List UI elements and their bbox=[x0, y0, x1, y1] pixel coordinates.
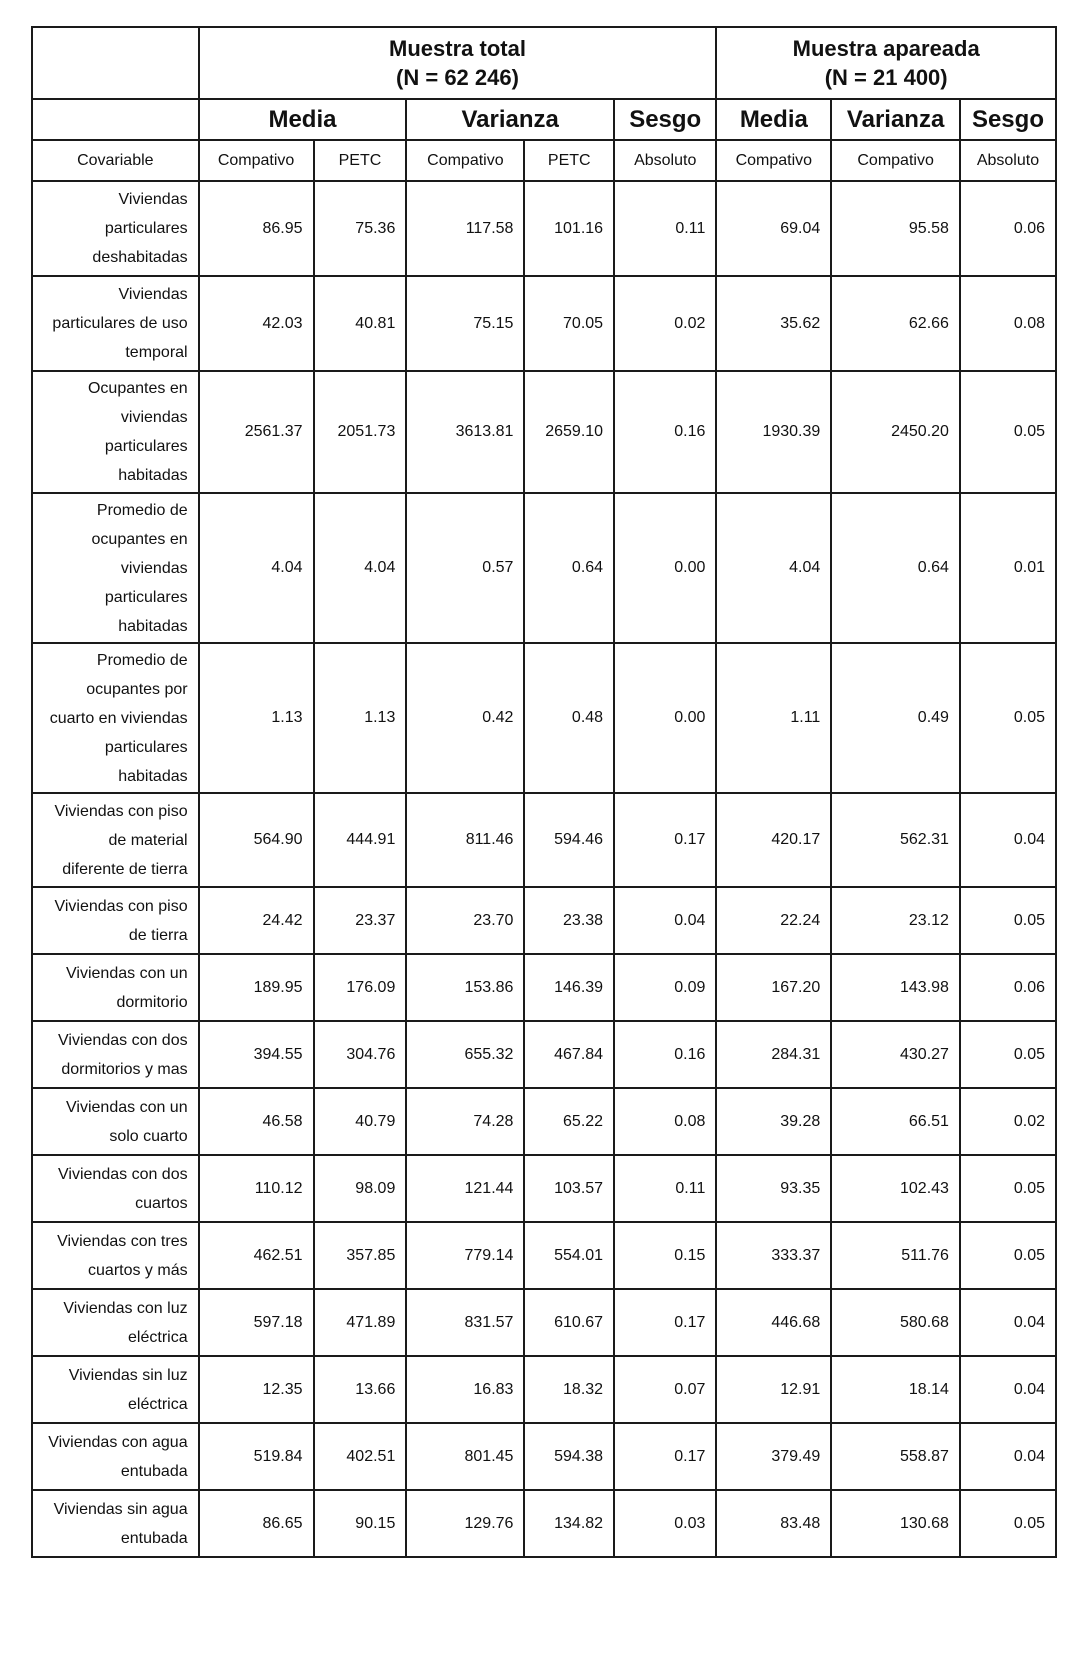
value-cell: 0.17 bbox=[614, 1423, 716, 1490]
value-cell: 0.48 bbox=[524, 643, 614, 793]
covariate-label: Viviendas con un dormitorio bbox=[32, 954, 199, 1021]
value-cell: 0.04 bbox=[614, 887, 716, 954]
value-cell: 12.35 bbox=[199, 1356, 314, 1423]
value-cell: 0.03 bbox=[614, 1490, 716, 1557]
covariate-label: Promedio de ocupantes por cuarto en viviendas particulares habitadas bbox=[32, 643, 199, 793]
covariate-label: Ocupantes en viviendas particulares habitadas bbox=[32, 371, 199, 493]
value-cell: 0.42 bbox=[406, 643, 524, 793]
value-cell: 0.05 bbox=[960, 643, 1056, 793]
value-cell: 129.76 bbox=[406, 1490, 524, 1557]
value-cell: 0.49 bbox=[831, 643, 960, 793]
table-row bbox=[32, 793, 1056, 887]
covariate-label: Viviendas con un solo cuarto bbox=[32, 1088, 199, 1155]
table-row bbox=[32, 954, 1056, 1021]
value-cell: 0.05 bbox=[960, 1155, 1056, 1222]
value-cell: 98.09 bbox=[314, 1155, 407, 1222]
value-cell: 554.01 bbox=[524, 1222, 614, 1289]
value-cell: 0.07 bbox=[614, 1356, 716, 1423]
value-cell: 62.66 bbox=[831, 276, 960, 371]
value-cell: 0.08 bbox=[614, 1088, 716, 1155]
value-cell: 2450.20 bbox=[831, 371, 960, 493]
covariate-label: Viviendas con piso de tierra bbox=[32, 887, 199, 954]
value-cell: 23.12 bbox=[831, 887, 960, 954]
value-cell: 0.64 bbox=[524, 493, 614, 643]
value-cell: 23.38 bbox=[524, 887, 614, 954]
value-cell: 23.70 bbox=[406, 887, 524, 954]
value-cell: 420.17 bbox=[716, 793, 831, 887]
value-cell: 3613.81 bbox=[406, 371, 524, 493]
value-cell: 13.66 bbox=[314, 1356, 407, 1423]
value-cell: 1.13 bbox=[199, 643, 314, 793]
value-cell: 0.04 bbox=[960, 1356, 1056, 1423]
table-row bbox=[32, 1155, 1056, 1222]
value-cell: 304.76 bbox=[314, 1021, 407, 1088]
value-cell: 0.04 bbox=[960, 1289, 1056, 1356]
total-sample-title: Muestra total bbox=[389, 36, 526, 61]
covariate-label: Viviendas con tres cuartos y más bbox=[32, 1222, 199, 1289]
value-cell: 580.68 bbox=[831, 1289, 960, 1356]
value-cell: 146.39 bbox=[524, 954, 614, 1021]
value-cell: 2659.10 bbox=[524, 371, 614, 493]
table-row bbox=[32, 1423, 1056, 1490]
varianza-header: Varianza bbox=[406, 99, 614, 140]
covariate-label: Viviendas particulares deshabitadas bbox=[32, 181, 199, 276]
value-cell: 110.12 bbox=[199, 1155, 314, 1222]
value-cell: 0.15 bbox=[614, 1222, 716, 1289]
value-cell: 562.31 bbox=[831, 793, 960, 887]
value-cell: 167.20 bbox=[716, 954, 831, 1021]
value-cell: 594.46 bbox=[524, 793, 614, 887]
value-cell: 444.91 bbox=[314, 793, 407, 887]
value-cell: 95.58 bbox=[831, 181, 960, 276]
table-row bbox=[32, 1088, 1056, 1155]
value-cell: 462.51 bbox=[199, 1222, 314, 1289]
value-cell: 1.13 bbox=[314, 643, 407, 793]
covariate-label: Viviendas sin luz eléctrica bbox=[32, 1356, 199, 1423]
covariate-label: Viviendas con dos dormitorios y mas bbox=[32, 1021, 199, 1088]
value-cell: 66.51 bbox=[831, 1088, 960, 1155]
value-cell: 594.38 bbox=[524, 1423, 614, 1490]
empty-corner-cell bbox=[32, 27, 199, 99]
value-cell: 0.05 bbox=[960, 887, 1056, 954]
value-cell: 284.31 bbox=[716, 1021, 831, 1088]
value-cell: 69.04 bbox=[716, 181, 831, 276]
value-cell: 0.06 bbox=[960, 954, 1056, 1021]
table-row bbox=[32, 1289, 1056, 1356]
total-sample-n: (N = 62 246) bbox=[396, 65, 519, 90]
value-cell: 35.62 bbox=[716, 276, 831, 371]
value-cell: 610.67 bbox=[524, 1289, 614, 1356]
value-cell: 134.82 bbox=[524, 1490, 614, 1557]
value-cell: 0.05 bbox=[960, 1222, 1056, 1289]
value-cell: 2561.37 bbox=[199, 371, 314, 493]
table-row bbox=[32, 181, 1056, 276]
value-cell: 75.36 bbox=[314, 181, 407, 276]
value-cell: 0.04 bbox=[960, 1423, 1056, 1490]
covariate-label: Viviendas con agua entubada bbox=[32, 1423, 199, 1490]
value-cell: 153.86 bbox=[406, 954, 524, 1021]
covariate-label: Viviendas con piso de material diferente de tierra bbox=[32, 793, 199, 887]
value-cell: 0.05 bbox=[960, 1490, 1056, 1557]
value-cell: 379.49 bbox=[716, 1423, 831, 1490]
varianza-paired-header: Varianza bbox=[831, 99, 960, 140]
value-cell: 430.27 bbox=[831, 1021, 960, 1088]
table-row bbox=[32, 643, 1056, 793]
statistic-header-row bbox=[32, 99, 1056, 140]
value-cell: 333.37 bbox=[716, 1222, 831, 1289]
table-row bbox=[32, 1021, 1056, 1088]
value-cell: 0.00 bbox=[614, 643, 716, 793]
total-sample-header bbox=[199, 27, 717, 99]
value-cell: 74.28 bbox=[406, 1088, 524, 1155]
covariate-label: Viviendas con luz eléctrica bbox=[32, 1289, 199, 1356]
value-cell: 519.84 bbox=[199, 1423, 314, 1490]
table-row bbox=[32, 1490, 1056, 1557]
value-cell: 831.57 bbox=[406, 1289, 524, 1356]
covariate-label: Viviendas sin agua entubada bbox=[32, 1490, 199, 1557]
value-cell: 40.79 bbox=[314, 1088, 407, 1155]
value-cell: 0.64 bbox=[831, 493, 960, 643]
sesgo-paired-header: Sesgo bbox=[960, 99, 1056, 140]
col-header: Compativo bbox=[831, 140, 960, 181]
value-cell: 564.90 bbox=[199, 793, 314, 887]
value-cell: 0.01 bbox=[960, 493, 1056, 643]
value-cell: 811.46 bbox=[406, 793, 524, 887]
value-cell: 0.00 bbox=[614, 493, 716, 643]
value-cell: 18.32 bbox=[524, 1356, 614, 1423]
table-row bbox=[32, 1356, 1056, 1423]
value-cell: 655.32 bbox=[406, 1021, 524, 1088]
covariate-label: Viviendas particulares de uso temporal bbox=[32, 276, 199, 371]
col-header: Compativo bbox=[199, 140, 314, 181]
covariable-header: Covariable bbox=[32, 140, 199, 181]
value-cell: 75.15 bbox=[406, 276, 524, 371]
value-cell: 0.05 bbox=[960, 1021, 1056, 1088]
paired-sample-header bbox=[716, 27, 1056, 99]
covariate-label: Viviendas con dos cuartos bbox=[32, 1155, 199, 1222]
value-cell: 103.57 bbox=[524, 1155, 614, 1222]
value-cell: 0.11 bbox=[614, 181, 716, 276]
col-header: Compativo bbox=[716, 140, 831, 181]
value-cell: 46.58 bbox=[199, 1088, 314, 1155]
value-cell: 65.22 bbox=[524, 1088, 614, 1155]
column-header-row bbox=[32, 140, 1056, 181]
value-cell: 83.48 bbox=[716, 1490, 831, 1557]
value-cell: 0.08 bbox=[960, 276, 1056, 371]
value-cell: 93.35 bbox=[716, 1155, 831, 1222]
value-cell: 0.17 bbox=[614, 1289, 716, 1356]
value-cell: 22.24 bbox=[716, 887, 831, 954]
value-cell: 40.81 bbox=[314, 276, 407, 371]
value-cell: 0.11 bbox=[614, 1155, 716, 1222]
paired-sample-n: (N = 21 400) bbox=[824, 65, 948, 90]
value-cell: 0.57 bbox=[406, 493, 524, 643]
value-cell: 143.98 bbox=[831, 954, 960, 1021]
value-cell: 0.16 bbox=[614, 371, 716, 493]
value-cell: 90.15 bbox=[314, 1490, 407, 1557]
group-header-row bbox=[32, 27, 1056, 99]
value-cell: 597.18 bbox=[199, 1289, 314, 1356]
value-cell: 779.14 bbox=[406, 1222, 524, 1289]
value-cell: 0.16 bbox=[614, 1021, 716, 1088]
col-header: PETC bbox=[314, 140, 407, 181]
col-header: Absoluto bbox=[960, 140, 1056, 181]
value-cell: 189.95 bbox=[199, 954, 314, 1021]
value-cell: 42.03 bbox=[199, 276, 314, 371]
value-cell: 23.37 bbox=[314, 887, 407, 954]
value-cell: 0.05 bbox=[960, 371, 1056, 493]
value-cell: 101.16 bbox=[524, 181, 614, 276]
sesgo-header: Sesgo bbox=[614, 99, 716, 140]
value-cell: 39.28 bbox=[716, 1088, 831, 1155]
value-cell: 117.58 bbox=[406, 181, 524, 276]
value-cell: 511.76 bbox=[831, 1222, 960, 1289]
value-cell: 4.04 bbox=[199, 493, 314, 643]
value-cell: 86.65 bbox=[199, 1490, 314, 1557]
table-row bbox=[32, 276, 1056, 371]
value-cell: 0.02 bbox=[614, 276, 716, 371]
value-cell: 471.89 bbox=[314, 1289, 407, 1356]
value-cell: 0.17 bbox=[614, 793, 716, 887]
value-cell: 394.55 bbox=[199, 1021, 314, 1088]
value-cell: 4.04 bbox=[716, 493, 831, 643]
value-cell: 176.09 bbox=[314, 954, 407, 1021]
value-cell: 1930.39 bbox=[716, 371, 831, 493]
value-cell: 467.84 bbox=[524, 1021, 614, 1088]
col-header: PETC bbox=[524, 140, 614, 181]
media-header: Media bbox=[199, 99, 407, 140]
value-cell: 1.11 bbox=[716, 643, 831, 793]
table-row bbox=[32, 371, 1056, 493]
covariate-label: Promedio de ocupantes en viviendas particulares habitadas bbox=[32, 493, 199, 643]
value-cell: 16.83 bbox=[406, 1356, 524, 1423]
table-row bbox=[32, 1222, 1056, 1289]
value-cell: 801.45 bbox=[406, 1423, 524, 1490]
table-row bbox=[32, 493, 1056, 643]
paired-sample-title: Muestra apareada bbox=[792, 36, 980, 61]
value-cell: 12.91 bbox=[716, 1356, 831, 1423]
value-cell: 86.95 bbox=[199, 181, 314, 276]
value-cell: 357.85 bbox=[314, 1222, 407, 1289]
value-cell: 446.68 bbox=[716, 1289, 831, 1356]
covariate-balance-table bbox=[31, 26, 1057, 1558]
value-cell: 18.14 bbox=[831, 1356, 960, 1423]
media-paired-header: Media bbox=[716, 99, 831, 140]
value-cell: 121.44 bbox=[406, 1155, 524, 1222]
value-cell: 558.87 bbox=[831, 1423, 960, 1490]
value-cell: 0.09 bbox=[614, 954, 716, 1021]
value-cell: 2051.73 bbox=[314, 371, 407, 493]
value-cell: 102.43 bbox=[831, 1155, 960, 1222]
col-header: Compativo bbox=[406, 140, 524, 181]
value-cell: 0.06 bbox=[960, 181, 1056, 276]
value-cell: 24.42 bbox=[199, 887, 314, 954]
value-cell: 0.04 bbox=[960, 793, 1056, 887]
empty-stat-cell bbox=[32, 99, 199, 140]
value-cell: 4.04 bbox=[314, 493, 407, 643]
value-cell: 402.51 bbox=[314, 1423, 407, 1490]
value-cell: 130.68 bbox=[831, 1490, 960, 1557]
col-header: Absoluto bbox=[614, 140, 716, 181]
value-cell: 70.05 bbox=[524, 276, 614, 371]
value-cell: 0.02 bbox=[960, 1088, 1056, 1155]
table-row bbox=[32, 887, 1056, 954]
